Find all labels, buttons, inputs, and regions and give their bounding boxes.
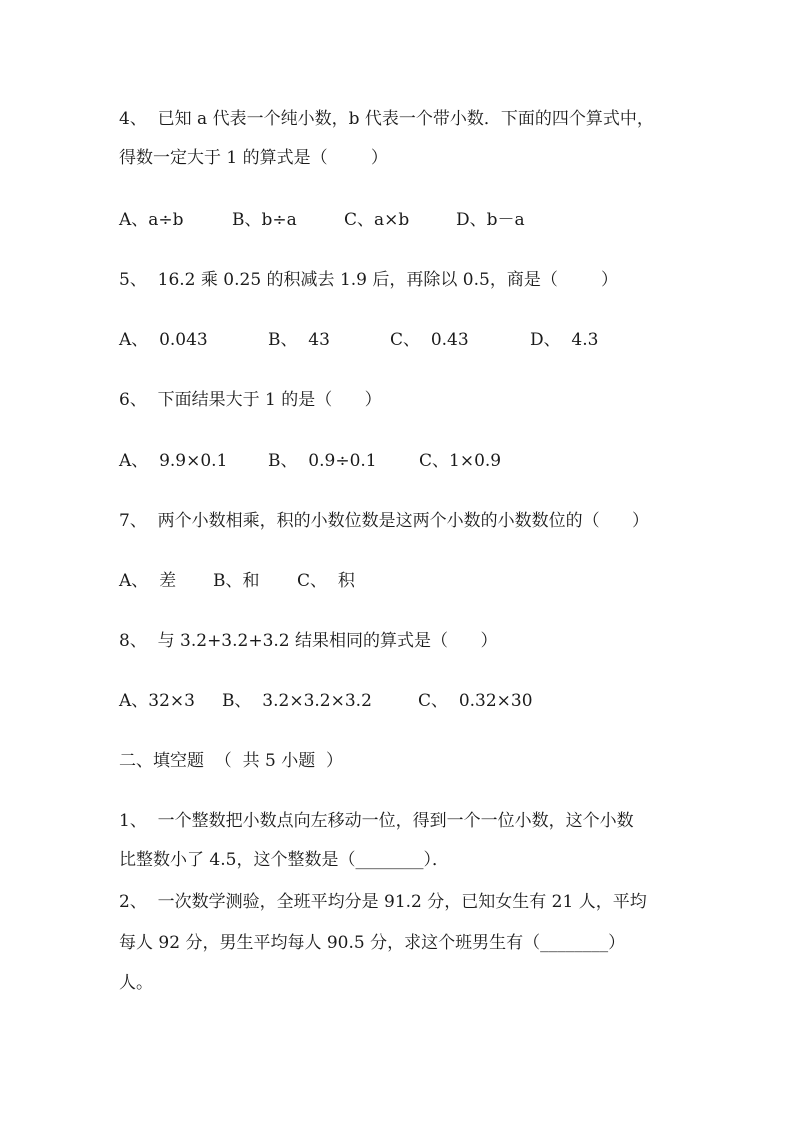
f1-line-2: 比整数小了 4.5，这个整数是（________）． xyxy=(119,850,449,870)
f1-line-1: 1、 一个整数把小数点向左移动一位，得到一个一位小数，这个小数 xyxy=(119,811,634,831)
q5-option-b: B、 43 xyxy=(268,330,330,350)
f2-line-3: 人。 xyxy=(119,973,153,993)
q4-option-a: A、a÷b xyxy=(119,210,184,230)
section-title: 二、填空题 （ 共 5 小题 ） xyxy=(119,751,344,771)
q5-option-a: A、 0.043 xyxy=(119,330,208,350)
q7-option-a: A、 差 xyxy=(119,571,177,591)
q5-option-c: C、 0.43 xyxy=(390,330,469,350)
q8-line-1: 8、 与 3.2+3.2+3.2 结果相同的算式是（ ） xyxy=(119,631,498,651)
q8-option-a: A、32×3 xyxy=(119,691,195,711)
q7-option-b: B、和 xyxy=(213,571,260,591)
q6-option-b: B、 0.9÷0.1 xyxy=(268,451,377,471)
q4-option-c: C、a×b xyxy=(344,210,410,230)
q6-option-c: C、1×0.9 xyxy=(419,451,502,471)
q5-line-1: 5、 16.2 乘 0.25 的积减去 1.9 后，再除以 0.5，商是（ ） xyxy=(119,270,619,290)
q4-option-b: B、b÷a xyxy=(232,210,297,230)
f2-line-1: 2、 一次数学测验，全班平均分是 91.2 分，已知女生有 21 人，平均 xyxy=(119,892,647,912)
q4-line-1: 4、 已知 a 代表一个纯小数，b 代表一个带小数．下面的四个算式中， xyxy=(119,109,654,129)
q6-line-1: 6、 下面结果大于 1 的是（ ） xyxy=(119,390,382,410)
q7-line-1: 7、 两个小数相乘，积的小数位数是这两个小数的小数数位的（ ） xyxy=(119,511,650,531)
f2-line-2: 每人 92 分，男生平均每人 90.5 分，求这个班男生有（________） xyxy=(119,933,626,953)
q4-line-2: 得数一定大于 1 的算式是（ ） xyxy=(119,148,388,168)
q8-option-b: B、 3.2×3.2×3.2 xyxy=(222,691,372,711)
q8-option-c: C、 0.32×30 xyxy=(418,691,533,711)
q5-option-d: D、 4.3 xyxy=(530,330,599,350)
q6-option-a: A、 9.9×0.1 xyxy=(119,451,228,471)
q7-option-c: C、 积 xyxy=(297,571,355,591)
q4-option-d: D、b－a xyxy=(456,210,525,230)
